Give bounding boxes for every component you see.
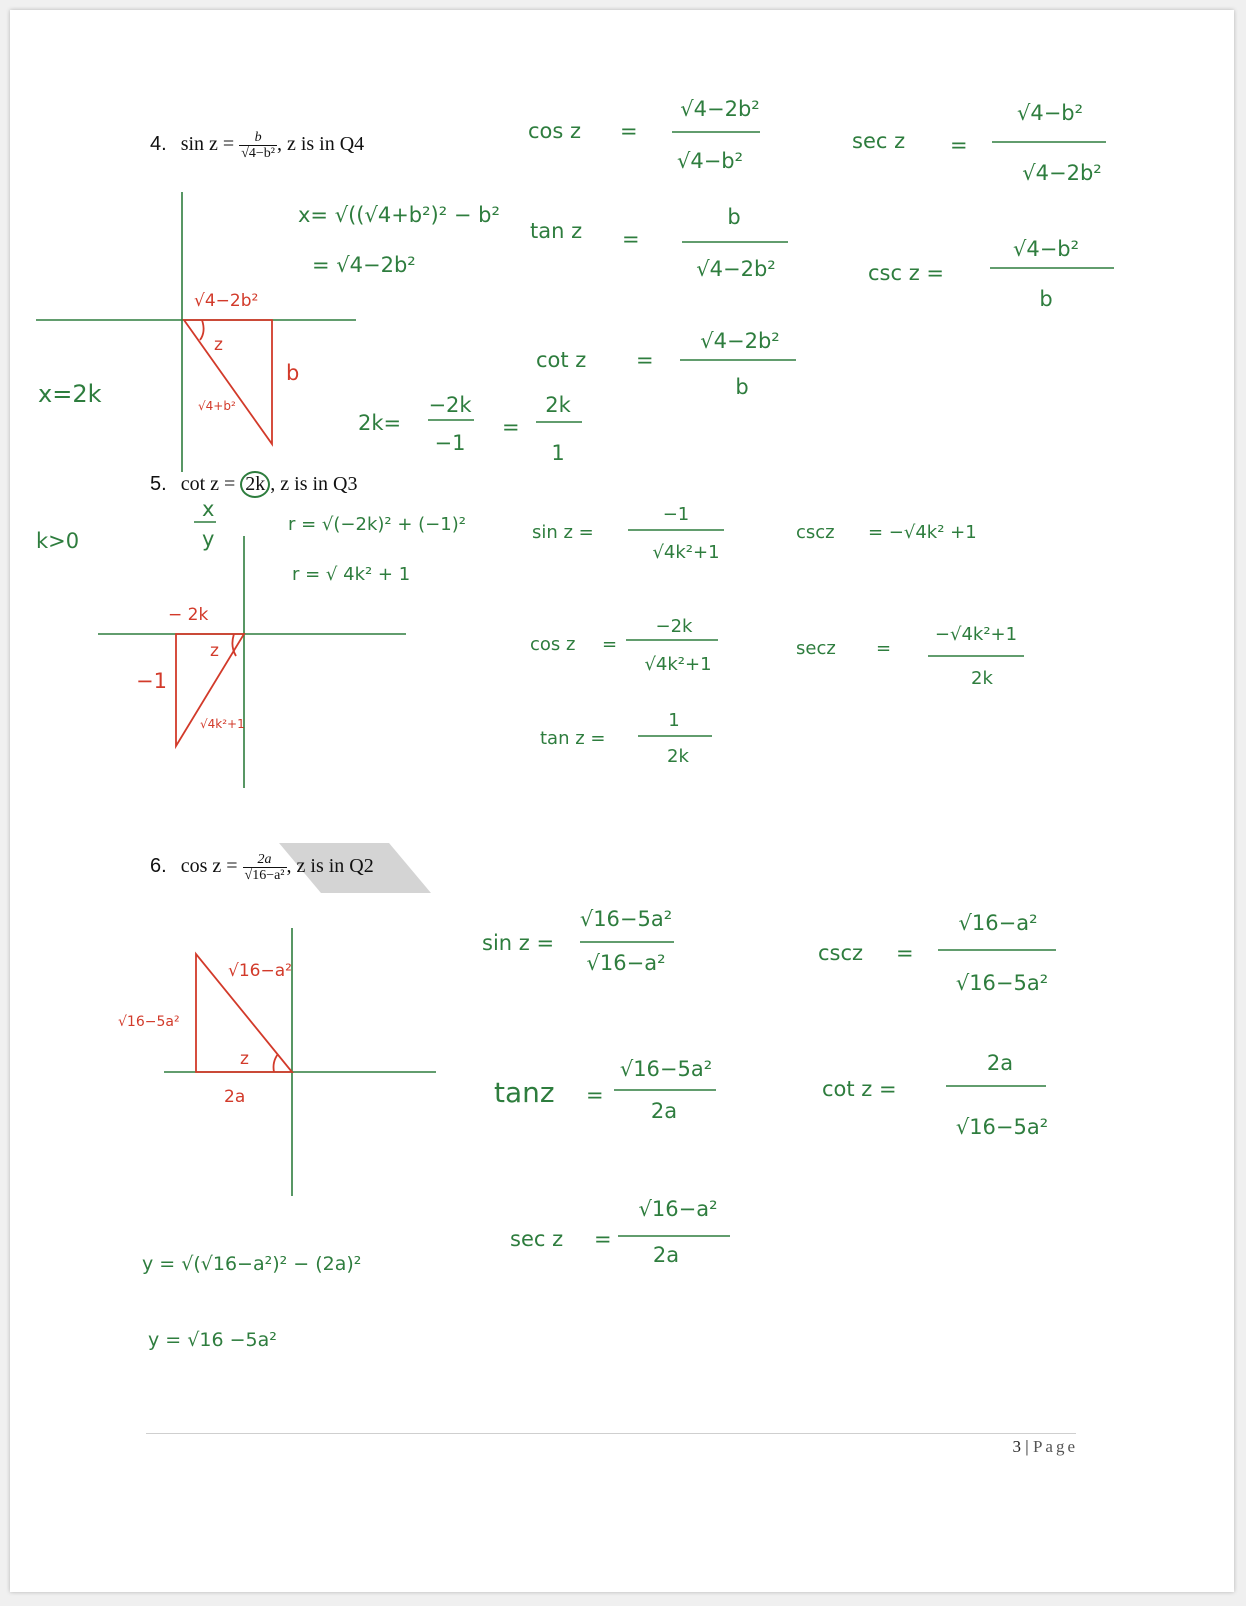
svg-text:=: =	[636, 348, 654, 372]
svg-text:=: =	[502, 415, 520, 439]
svg-text:cos z: cos z	[530, 634, 576, 655]
svg-text:√16−a²: √16−a²	[228, 961, 292, 981]
svg-text:√4−b²: √4−b²	[1012, 237, 1080, 261]
svg-text:−1: −1	[662, 504, 690, 525]
p4-red-text	[194, 291, 299, 413]
svg-text:y = √16 −5a²: y = √16 −5a²	[148, 1329, 277, 1351]
handwriting-layer	[10, 10, 1234, 1592]
document-page	[10, 10, 1234, 1592]
p6-axes	[164, 928, 436, 1196]
svg-text:−2k: −2k	[655, 616, 693, 637]
svg-text:r = √ 4k² + 1: r = √ 4k² + 1	[292, 564, 411, 585]
svg-text:sec z: sec z	[852, 129, 906, 153]
svg-text:√4−2b²: √4−2b²	[696, 257, 776, 281]
svg-text:tan z: tan z	[530, 219, 583, 243]
svg-text:√16−5a²: √16−5a²	[619, 1057, 713, 1081]
svg-text:y = √(√16−a²)² − (2a)²: y = √(√16−a²)² − (2a)²	[142, 1253, 362, 1275]
svg-text:sin z =: sin z =	[482, 931, 555, 955]
problem-4-statement: 4. sin z = $\frac{b}{\text{√4−b²}}$ , z is in Q4	[150, 130, 365, 161]
p4-triangle	[184, 320, 272, 444]
svg-text:=: =	[602, 634, 618, 655]
svg-text:sec z: sec z	[510, 1227, 564, 1251]
p5-k-fraction-bars	[194, 420, 582, 522]
svg-text:√4−2b²: √4−2b²	[680, 97, 760, 121]
svg-text:2k: 2k	[667, 746, 689, 767]
svg-text:b: b	[735, 375, 749, 399]
problem-5-statement: 5. cot z = 2k , z is in Q3	[150, 471, 358, 498]
svg-text:b: b	[727, 205, 741, 229]
svg-text:2k=: 2k=	[358, 411, 402, 435]
svg-text:cscz: cscz	[796, 522, 835, 543]
svg-text:√4−b²: √4−b²	[1016, 101, 1084, 125]
svg-text:√4−b²: √4−b²	[676, 149, 744, 173]
svg-text:√16−5a²: √16−5a²	[579, 907, 673, 931]
svg-text:=: =	[622, 227, 640, 251]
page-number: 3	[1012, 1437, 1022, 1456]
svg-text:cscz: cscz	[818, 941, 864, 965]
svg-text:b: b	[286, 361, 300, 385]
svg-text:− 2k: − 2k	[168, 605, 209, 625]
svg-text:csc z =: csc z =	[868, 261, 945, 285]
svg-text:√4k²+1: √4k²+1	[644, 654, 712, 675]
svg-text:secz: secz	[796, 638, 836, 659]
svg-text:1: 1	[668, 710, 680, 731]
svg-text:r = √(−2k)² + (−1)²: r = √(−2k)² + (−1)²	[288, 514, 466, 535]
footer-rule	[146, 1433, 1076, 1434]
svg-text:z: z	[214, 335, 223, 355]
svg-text:=: =	[950, 133, 968, 157]
p4-x-line2: = √4−2b²	[312, 253, 416, 277]
svg-text:1: 1	[551, 441, 565, 465]
svg-text:√4k²+1: √4k²+1	[200, 717, 245, 731]
problem-6-statement: 6. cos z = $\frac{2a}{\text{√16−a²}}$ , z is in Q2	[150, 852, 374, 883]
p4-green-text	[298, 97, 1102, 399]
svg-text:z: z	[240, 1049, 249, 1069]
svg-text:2a: 2a	[650, 1099, 678, 1123]
svg-text:√16−a²: √16−a²	[638, 1197, 718, 1221]
svg-text:=: =	[876, 638, 892, 659]
svg-text:2a: 2a	[986, 1051, 1014, 1075]
svg-text:2k: 2k	[971, 668, 993, 689]
p6-red-text	[118, 961, 292, 1107]
svg-text:y: y	[202, 527, 215, 551]
svg-text:−2k: −2k	[428, 393, 472, 417]
svg-text:2k: 2k	[545, 393, 571, 417]
svg-text:−1: −1	[434, 431, 466, 455]
svg-text:√4−2b²: √4−2b²	[194, 291, 259, 311]
svg-text:=: =	[594, 1227, 612, 1251]
svg-text:√4−2b²: √4−2b²	[1022, 161, 1102, 185]
svg-text:= −√4k² +1: = −√4k² +1	[868, 522, 977, 543]
svg-text:cot z: cot z	[536, 348, 587, 372]
svg-text:x: x	[202, 497, 215, 521]
svg-text:√16−5a²: √16−5a²	[118, 1014, 180, 1030]
circled-2k: 2k	[240, 471, 270, 498]
svg-text:√16−a²: √16−a²	[958, 911, 1038, 935]
svg-text:cos z: cos z	[528, 119, 582, 143]
svg-text:√4+b²: √4+b²	[198, 399, 236, 413]
svg-text:√4−2b²: √4−2b²	[700, 329, 780, 353]
svg-text:b: b	[1039, 287, 1053, 311]
svg-text:−√4k²+1: −√4k²+1	[934, 624, 1018, 645]
svg-text:=: =	[620, 119, 638, 143]
svg-text:√4k²+1: √4k²+1	[652, 542, 720, 563]
page-footer: 3 | Page	[1012, 1437, 1078, 1456]
svg-text:−1: −1	[136, 669, 167, 693]
svg-text:cot z =: cot z =	[822, 1077, 897, 1101]
svg-text:√16−5a²: √16−5a²	[955, 1115, 1049, 1139]
svg-text:2a: 2a	[224, 1087, 246, 1107]
svg-text:z: z	[210, 641, 219, 661]
svg-text:=: =	[586, 1083, 604, 1107]
p4-axes	[36, 192, 356, 472]
p5-red-text	[136, 605, 245, 731]
p4-x-line1: x= √((√4+b²)² − b²	[298, 203, 500, 227]
svg-text:k>0: k>0	[36, 529, 80, 553]
svg-text:tanz: tanz	[494, 1076, 555, 1109]
problem-6-fraction: $\frac{2a}{\text{√16−a²}}$	[244, 852, 285, 883]
svg-text:√16−a²: √16−a²	[586, 951, 666, 975]
svg-text:2a: 2a	[652, 1243, 680, 1267]
svg-text:tan z =: tan z =	[540, 728, 606, 749]
svg-text:x=2k: x=2k	[38, 380, 102, 408]
problem-4-fraction: $\frac{b}{\text{√4−b²}}$	[241, 130, 275, 161]
p5-green-text	[288, 504, 1017, 767]
svg-text:=: =	[896, 941, 914, 965]
svg-text:√16−5a²: √16−5a²	[955, 971, 1049, 995]
svg-text:sin z =: sin z =	[532, 522, 594, 543]
